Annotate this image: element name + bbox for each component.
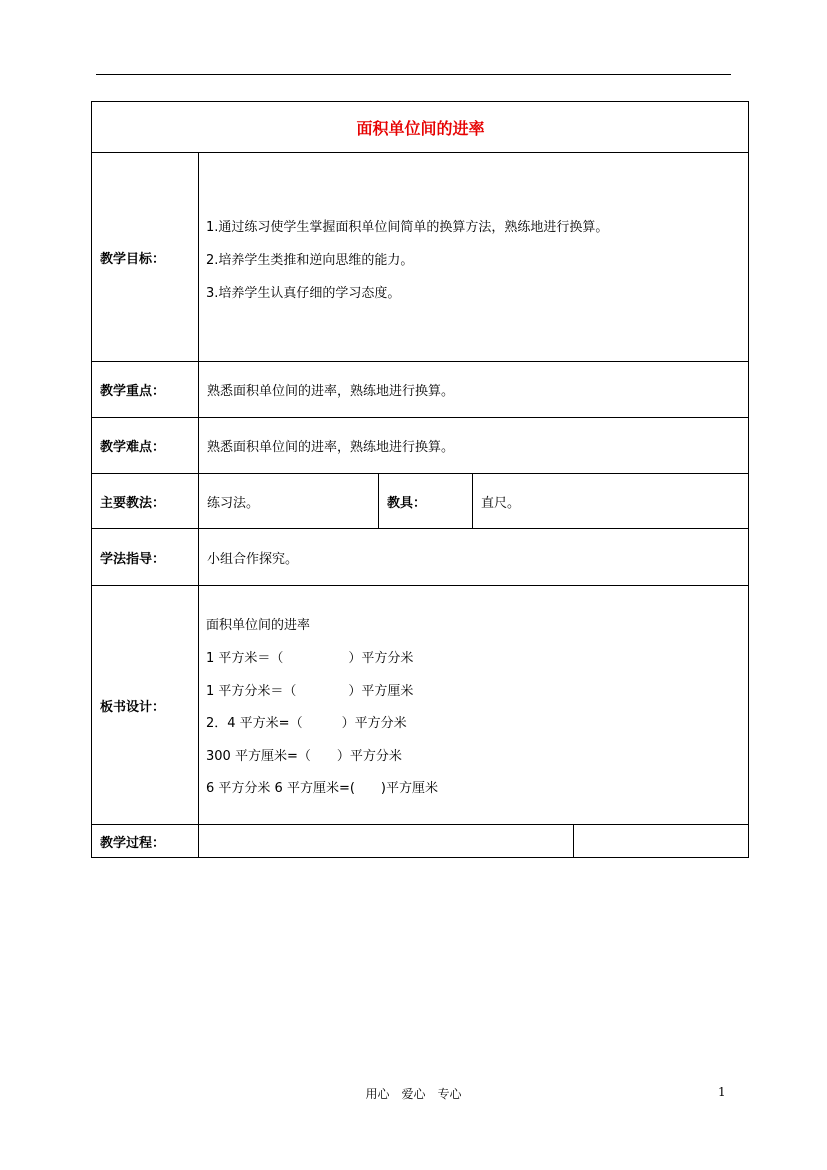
page-number: 1 [718,1085,726,1099]
method-value: 练习法。 [207,495,260,511]
board-line-1: 面积单位间的进率 [206,618,311,633]
goal-item-2: 2.培养学生类推和逆向思维的能力。 [206,253,414,268]
board-label: 板书设计： [100,699,166,715]
table-border-bottom [91,857,749,858]
goal-item-1: 1.通过练习使学生掌握面积单位间简单的换算方法，熟练地进行换算。 [206,220,609,235]
page-title: 面积单位间的进率 [356,118,485,138]
learning-value: 小组合作探究。 [207,551,299,567]
learning-label: 学法指导： [100,551,166,567]
tools-value: 直尺。 [481,495,521,511]
table-border-right [748,101,749,857]
board-line-3: 1 平方分米＝（ ）平方厘米 [206,684,414,699]
process-label: 教学过程： [100,835,166,851]
board-line-4: 2．4 平方米=（ ）平方分米 [206,716,407,731]
board-line-5: 300 平方厘米=（ ）平方分米 [206,749,402,764]
board-line-2: 1 平方米＝（ ）平方分米 [206,651,414,666]
key-points-label: 教学重点： [100,384,166,399]
goal-item-3: 3.培养学生认真仔细的学习态度。 [206,286,401,301]
difficulties-value: 熟悉面积单位间的进率，熟练地进行换算。 [207,440,455,455]
column-divider [573,824,574,857]
method-label: 主要教法： [100,495,166,511]
board-line-6: 6 平方分米 6 平方厘米=( )平方厘米 [206,781,438,796]
footer-text: 用心 爱心 专心 [365,1087,462,1101]
key-points-value: 熟悉面积单位间的进率，熟练地进行换算。 [207,384,455,399]
tools-label: 教具： [387,495,427,511]
goals-label: 教学目标： [100,251,166,267]
header-rule [96,74,731,75]
difficulties-label: 教学难点： [100,440,166,455]
